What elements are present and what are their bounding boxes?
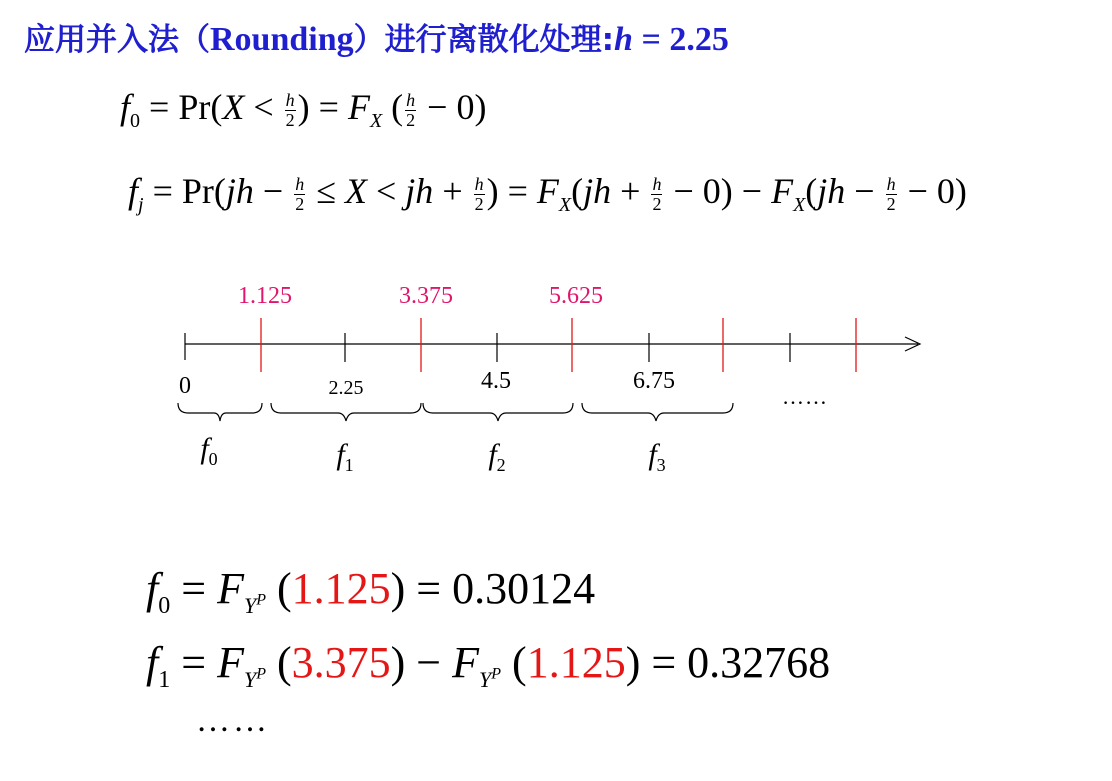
point-label-0: 0 xyxy=(179,373,191,399)
axis-ellipsis: …… xyxy=(782,384,828,409)
brace-f2 xyxy=(423,403,573,421)
point-label-2.25: 2.25 xyxy=(328,377,364,399)
boundary-label-1: 1.125 xyxy=(238,283,292,309)
continuation-dots: …… xyxy=(196,702,270,739)
interval-f1: $f_1$ xyxy=(336,438,354,475)
title-rounding: Rounding xyxy=(210,21,354,58)
interval-f2: $f_2$ xyxy=(488,438,506,475)
interval-f0: $f_0$ xyxy=(200,432,218,469)
title-cn-2: ）进行离散化处理: xyxy=(353,22,615,58)
interval-f3: $f_3$ xyxy=(648,438,666,475)
f1-arg-lower: 1.125 xyxy=(526,638,626,687)
f1-arg-upper: 3.375 xyxy=(291,638,391,687)
boundary-label-2: 3.375 xyxy=(399,283,453,309)
point-label-6.75: 6.75 xyxy=(633,368,675,394)
fj-definition: $f_j = Pr(jh$ − $\frac{h}{2}$ ≤ X < jh + $\frac{h}{2}$ ) = $F_X(jh$ + $\frac{h}{2}$ − $0) - F_X(jh$ − $\frac{h}{2}$ − 0) xyxy=(128,171,967,217)
brace-f0 xyxy=(178,403,262,421)
f1-value-formula: $f_1 = F_{Y^P}$ $(3.375) - F_{Y^P}$ (1.125) = 0.32768 xyxy=(146,638,831,693)
f0-definition: $f_0 = Pr(X$ < $\frac{h}{2}$ ) = $F_X$ ( $\frac{h}{2}$ − 0) xyxy=(120,87,487,133)
point-label-4.5: 4.5 xyxy=(481,368,511,394)
brace-f1 xyxy=(271,403,421,421)
f0-arg: 1.125 xyxy=(291,564,391,613)
title-h-value: = 2.25 xyxy=(632,21,729,58)
h-over-2: $\frac{h}{2}$ xyxy=(285,90,295,131)
title-cn-1: 应用并入法（ xyxy=(24,22,210,58)
boundary-label-3: 5.625 xyxy=(549,283,603,309)
f0-value-formula: $f_0 = F_{Y^P}$ (1.125) = 0.30124 xyxy=(146,564,596,619)
brace-f3 xyxy=(582,403,733,421)
title-h: h xyxy=(614,21,633,58)
